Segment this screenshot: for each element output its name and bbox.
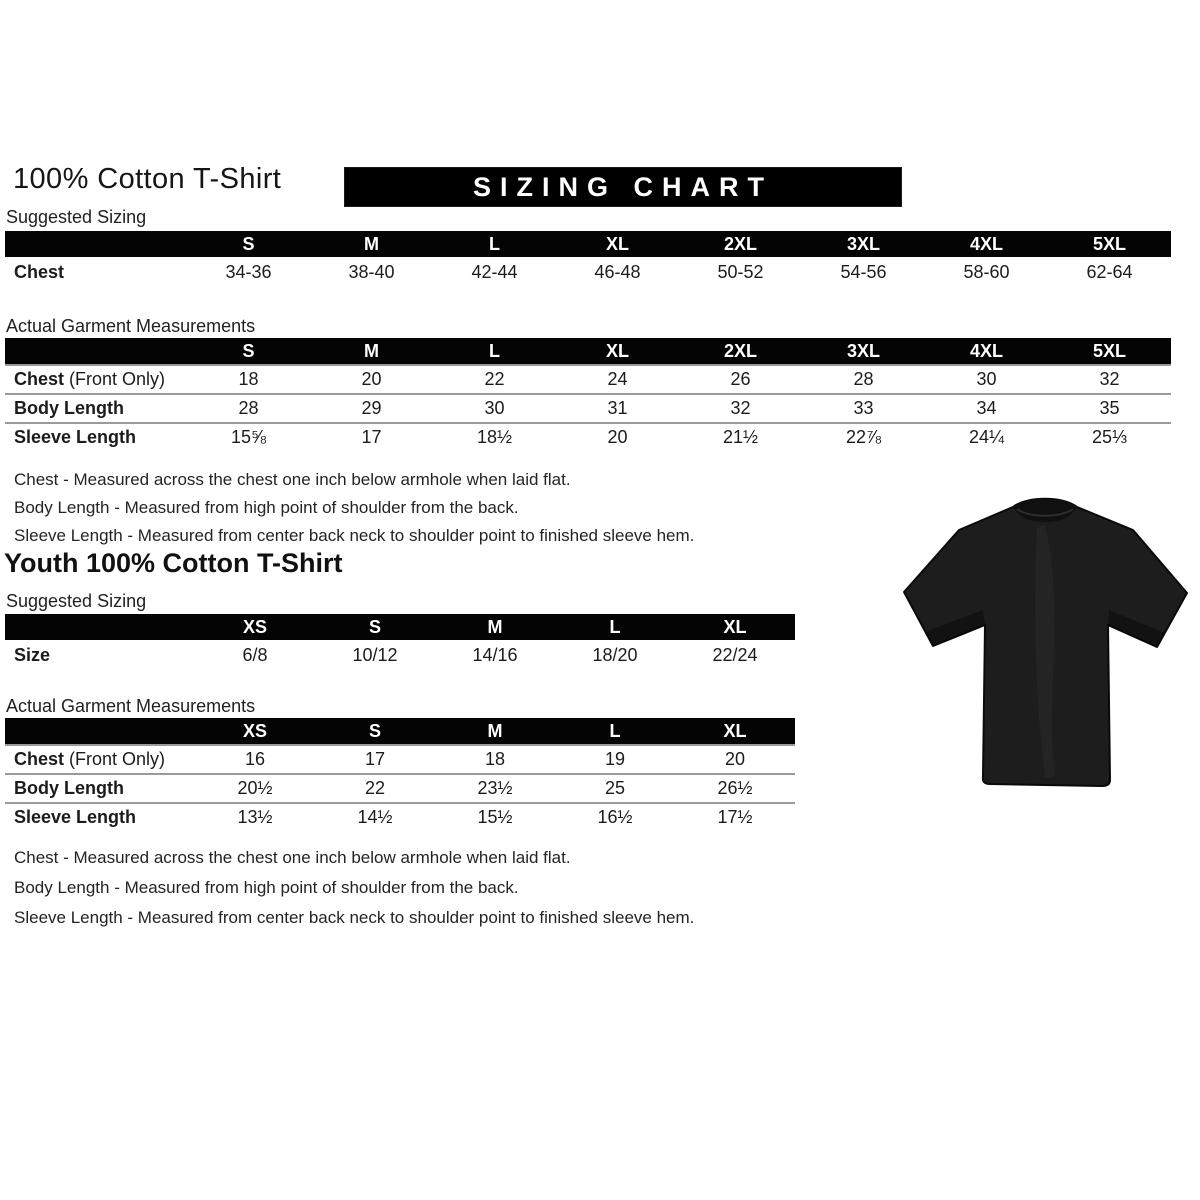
row-label bbox=[5, 745, 195, 774]
size-col-header: XS bbox=[195, 614, 315, 640]
size-cell: 46-48 bbox=[594, 262, 641, 282]
size-cell: 42-44 bbox=[471, 262, 518, 282]
size-cell: 25⅓ bbox=[1091, 427, 1128, 447]
tshirt-graphic bbox=[895, 486, 1195, 808]
size-cell: 22 bbox=[364, 778, 386, 798]
note-line: Chest - Measured across the chest one inch below armhole when laid flat. bbox=[14, 470, 571, 489]
size-col-header: XL bbox=[556, 338, 679, 365]
note-line: Body Length - Measured from high point of shoulder from the back. bbox=[14, 878, 519, 897]
size-cell: 20 bbox=[361, 369, 382, 389]
size-col-header: M bbox=[310, 231, 433, 257]
header-spacer bbox=[5, 614, 195, 640]
table-row bbox=[5, 745, 795, 774]
size-col-header: M bbox=[435, 614, 555, 640]
size-cell: 32 bbox=[1099, 369, 1120, 389]
size-col-header: L bbox=[433, 231, 556, 257]
header-spacer bbox=[5, 231, 187, 257]
size-cell: 38-40 bbox=[348, 262, 395, 282]
youth-section-title: Youth 100% Cotton T-Shirt bbox=[4, 548, 343, 578]
size-cell: 20 bbox=[724, 749, 746, 769]
size-cell: 35 bbox=[1099, 398, 1120, 418]
size-col-header: 5XL bbox=[1048, 231, 1171, 257]
header-spacer bbox=[5, 718, 195, 745]
adult-actual-measurements-label: Actual Garment Measurements bbox=[6, 316, 256, 336]
row-label bbox=[5, 394, 187, 423]
adult-actual-measurements-table bbox=[5, 338, 1171, 451]
row-label-main: Sleeve Length bbox=[14, 427, 137, 447]
size-cell: 18 bbox=[484, 749, 506, 769]
size-cell: 31 bbox=[607, 398, 628, 418]
size-cell: 17½ bbox=[717, 807, 753, 827]
size-cell: 28 bbox=[853, 369, 874, 389]
size-cell: 50-52 bbox=[717, 262, 764, 282]
size-col-header: 4XL bbox=[925, 231, 1048, 257]
size-cell: 22⅞ bbox=[845, 427, 882, 447]
size-col-header: M bbox=[310, 338, 433, 365]
size-header-row bbox=[5, 718, 795, 745]
row-label bbox=[5, 774, 195, 803]
youth-measurement-notes bbox=[14, 843, 694, 933]
youth-actual-measurements-label: Actual Garment Measurements bbox=[6, 696, 256, 716]
table-row bbox=[5, 257, 1171, 288]
size-cell: 19 bbox=[604, 749, 626, 769]
size-cell: 24¼ bbox=[968, 427, 1005, 447]
size-col-header: XL bbox=[556, 231, 679, 257]
size-cell: 29 bbox=[361, 398, 382, 418]
size-header-row bbox=[5, 614, 795, 640]
size-cell: 6/8 bbox=[242, 645, 268, 665]
row-label bbox=[5, 423, 187, 451]
size-cell: 62-64 bbox=[1086, 262, 1133, 282]
size-cell: 30 bbox=[976, 369, 997, 389]
row-label-main: Body Length bbox=[14, 398, 124, 418]
row-label-suffix: (Front Only) bbox=[64, 369, 166, 389]
size-col-header: S bbox=[315, 614, 435, 640]
size-cell: 10/12 bbox=[352, 645, 398, 665]
size-cell: 23½ bbox=[477, 778, 513, 798]
row-label-suffix: (Front Only) bbox=[64, 749, 166, 769]
row-label-main: Chest bbox=[14, 369, 65, 389]
size-cell: 54-56 bbox=[840, 262, 887, 282]
table-row bbox=[5, 365, 1171, 394]
size-cell: 18 bbox=[238, 369, 259, 389]
sizing-chart-banner bbox=[345, 168, 901, 206]
row-label-main: Body Length bbox=[14, 778, 124, 798]
size-cell: 20½ bbox=[237, 778, 273, 798]
size-cell: 14½ bbox=[357, 807, 393, 827]
size-cell: 22 bbox=[484, 369, 505, 389]
table-row bbox=[5, 423, 1171, 451]
youth-actual-measurements-table bbox=[5, 718, 795, 831]
size-col-header: M bbox=[435, 718, 555, 745]
size-col-header: S bbox=[315, 718, 435, 745]
size-cell: 17 bbox=[364, 749, 386, 769]
size-col-header: XS bbox=[195, 718, 315, 745]
size-col-header: S bbox=[187, 338, 310, 365]
youth-suggested-sizing-label: Suggested Sizing bbox=[6, 591, 147, 611]
size-col-header: L bbox=[555, 718, 675, 745]
size-cell: 16½ bbox=[597, 807, 633, 827]
row-label-main: Chest bbox=[14, 749, 65, 769]
table-row bbox=[5, 394, 1171, 423]
size-cell: 15⅝ bbox=[230, 427, 267, 447]
size-cell: 18/20 bbox=[592, 645, 638, 665]
size-cell: 24 bbox=[607, 369, 628, 389]
row-label bbox=[5, 365, 187, 394]
size-cell: 21½ bbox=[722, 427, 759, 447]
size-header-row bbox=[5, 338, 1171, 365]
size-col-header: 2XL bbox=[679, 338, 802, 365]
size-col-header: 5XL bbox=[1048, 338, 1171, 365]
size-col-header: L bbox=[433, 338, 556, 365]
size-cell: 32 bbox=[730, 398, 751, 418]
size-cell: 30 bbox=[484, 398, 505, 418]
size-cell: 13½ bbox=[237, 807, 273, 827]
tshirt-image bbox=[895, 486, 1195, 808]
row-label: Chest bbox=[14, 262, 65, 282]
table-row bbox=[5, 803, 795, 831]
size-header-row bbox=[5, 231, 1171, 257]
size-cell: 20 bbox=[607, 427, 628, 447]
note-line: Chest - Measured across the chest one inch below armhole when laid flat. bbox=[14, 848, 571, 867]
youth-suggested-sizing-table bbox=[5, 614, 795, 671]
table-row bbox=[5, 774, 795, 803]
row-label-main: Sleeve Length bbox=[14, 807, 137, 827]
size-cell: 33 bbox=[853, 398, 874, 418]
size-cell: 15½ bbox=[477, 807, 513, 827]
adult-suggested-sizing-table bbox=[5, 231, 1171, 288]
size-cell: 16 bbox=[244, 749, 266, 769]
adult-measurement-notes bbox=[14, 466, 694, 550]
size-cell: 26½ bbox=[717, 778, 753, 798]
size-col-header: 2XL bbox=[679, 231, 802, 257]
size-cell: 14/16 bbox=[472, 645, 518, 665]
size-col-header: 3XL bbox=[802, 231, 925, 257]
note-line: Body Length - Measured from high point of shoulder from the back. bbox=[14, 498, 519, 517]
note-line: Sleeve Length - Measured from center back neck to shoulder point to finished sleeve hem. bbox=[14, 526, 695, 545]
size-cell: 17 bbox=[361, 427, 382, 447]
size-col-header: XL bbox=[675, 718, 795, 745]
size-cell: 26 bbox=[730, 369, 751, 389]
row-label: Size bbox=[14, 645, 51, 665]
size-col-header: L bbox=[555, 614, 675, 640]
adult-section-title: 100% Cotton T-Shirt bbox=[13, 163, 282, 195]
row-label bbox=[5, 803, 195, 831]
size-col-header: 4XL bbox=[925, 338, 1048, 365]
size-col-header: 3XL bbox=[802, 338, 925, 365]
header-spacer bbox=[5, 338, 187, 365]
size-cell: 18½ bbox=[476, 427, 513, 447]
size-cell: 22/24 bbox=[712, 645, 758, 665]
size-cell: 28 bbox=[238, 398, 259, 418]
note-line: Sleeve Length - Measured from center back neck to shoulder point to finished sleeve hem. bbox=[14, 908, 695, 927]
size-cell: 58-60 bbox=[963, 262, 1010, 282]
size-col-header: S bbox=[187, 231, 310, 257]
size-col-header: XL bbox=[675, 614, 795, 640]
size-cell: 25 bbox=[604, 778, 626, 798]
adult-suggested-sizing-label: Suggested Sizing bbox=[6, 207, 147, 227]
size-cell: 34-36 bbox=[225, 262, 272, 282]
sizing-chart-banner-text: SIZING CHART bbox=[473, 171, 773, 202]
size-cell: 34 bbox=[976, 398, 997, 418]
table-row bbox=[5, 640, 795, 671]
